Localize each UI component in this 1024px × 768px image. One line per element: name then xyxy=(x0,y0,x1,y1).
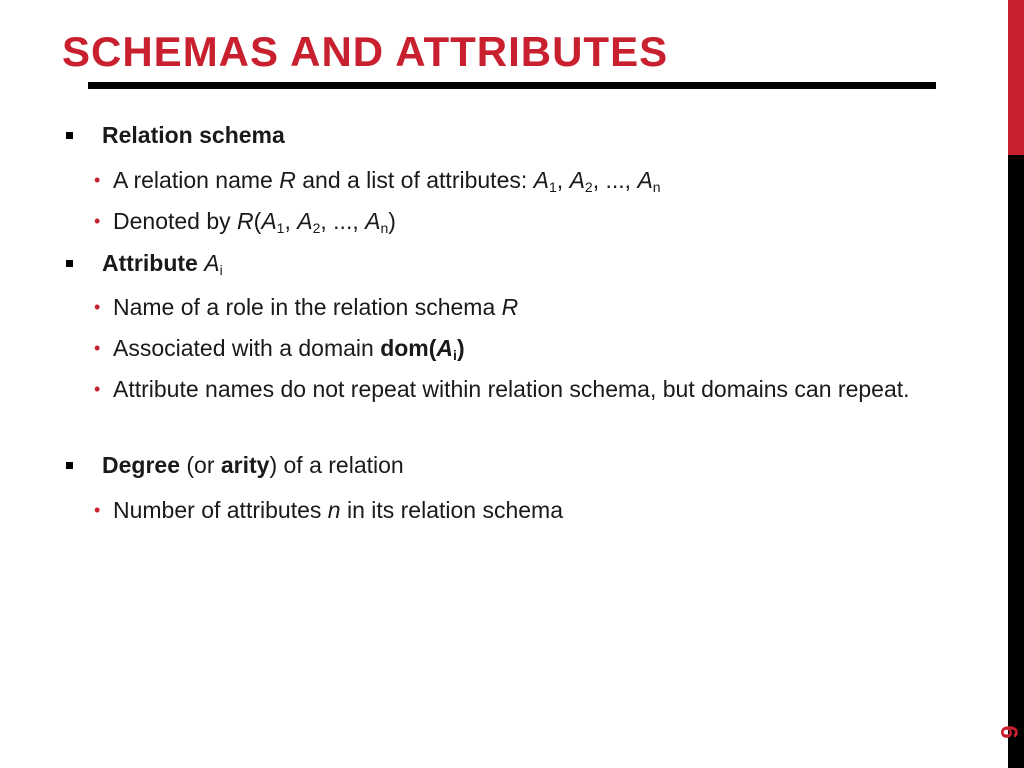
bullet-dot-icon: • xyxy=(94,338,101,358)
symbol-a: A xyxy=(204,250,220,276)
slide-title: SCHEMAS AND ATTRIBUTES xyxy=(62,28,669,75)
square-bullet-icon xyxy=(66,260,73,267)
bullet-label: Attribute xyxy=(102,250,198,276)
sub-bullet-relation-name xyxy=(94,163,961,197)
symbol-a: A xyxy=(436,335,454,361)
symbol-a: A xyxy=(637,167,653,193)
bullet-attribute xyxy=(102,249,223,277)
square-bullet-icon xyxy=(66,462,73,469)
dom-function: dom( xyxy=(380,335,437,361)
bullet-label: Degree xyxy=(102,452,180,478)
symbol-a: A xyxy=(261,208,277,234)
title-underline xyxy=(88,82,936,89)
bullet-dot-icon: • xyxy=(94,170,101,190)
bullet-degree xyxy=(102,451,404,479)
symbol-r: R xyxy=(501,294,519,320)
bullet-dot-icon: • xyxy=(94,379,101,399)
symbol-a: A xyxy=(365,208,381,234)
bullet-dot-icon: • xyxy=(94,211,101,231)
text-segment: Denoted by xyxy=(113,208,238,234)
sidebar-dark-bar xyxy=(1008,155,1024,768)
square-bullet-icon xyxy=(66,132,73,139)
text-segment: , ..., xyxy=(320,208,366,234)
text-segment: (or xyxy=(179,452,221,478)
sub-bullet-domain xyxy=(94,331,961,365)
subscript-1: 1 xyxy=(548,179,557,195)
bullet-dot-icon: • xyxy=(94,297,101,317)
bullet-dot-icon: • xyxy=(94,500,101,520)
bullet-label: Relation schema xyxy=(102,122,285,148)
text-segment: ) xyxy=(388,208,396,234)
text-segment: , xyxy=(284,208,298,234)
subscript-2: 2 xyxy=(584,179,593,195)
text-segment: , ..., xyxy=(592,167,638,193)
subscript-n: n xyxy=(380,220,389,236)
subscript-i: i xyxy=(219,262,223,278)
sub-bullet-role-name xyxy=(94,290,961,324)
text-segment: Name of a role in the relation schema xyxy=(113,294,502,320)
sub-bullet-denoted-by xyxy=(94,204,961,238)
text-segment: , xyxy=(556,167,570,193)
text-segment: Associated with a domain xyxy=(113,335,381,361)
symbol-n: n xyxy=(327,497,341,523)
subscript-1: 1 xyxy=(276,220,285,236)
text-segment: and a list of attributes: xyxy=(295,167,534,193)
symbol-a: A xyxy=(569,167,585,193)
text-segment: in its relation schema xyxy=(340,497,563,523)
text-segment: ) xyxy=(456,335,465,361)
text-segment: A relation name xyxy=(113,167,280,193)
text-segment: Attribute names do not repeat within relation schema, but domains can repeat. xyxy=(113,376,910,402)
text-segment: Number of attributes xyxy=(113,497,328,523)
symbol-r: R xyxy=(279,167,296,193)
symbol-r: R xyxy=(237,208,254,234)
sub-bullet-attribute-count xyxy=(94,493,961,527)
bullet-relation-schema xyxy=(102,121,285,149)
arity-term: arity xyxy=(220,452,270,478)
text-segment: ) of a relation xyxy=(269,452,404,478)
sidebar-accent-bar xyxy=(1008,0,1024,155)
subscript-n: n xyxy=(652,179,661,195)
sub-bullet-attribute-names xyxy=(94,372,961,406)
subscript-2: 2 xyxy=(312,220,321,236)
page-number: 6 xyxy=(995,725,1022,739)
symbol-a: A xyxy=(533,167,549,193)
text-segment: ( xyxy=(253,208,262,234)
symbol-a: A xyxy=(297,208,313,234)
subscript-i: i xyxy=(453,347,457,363)
